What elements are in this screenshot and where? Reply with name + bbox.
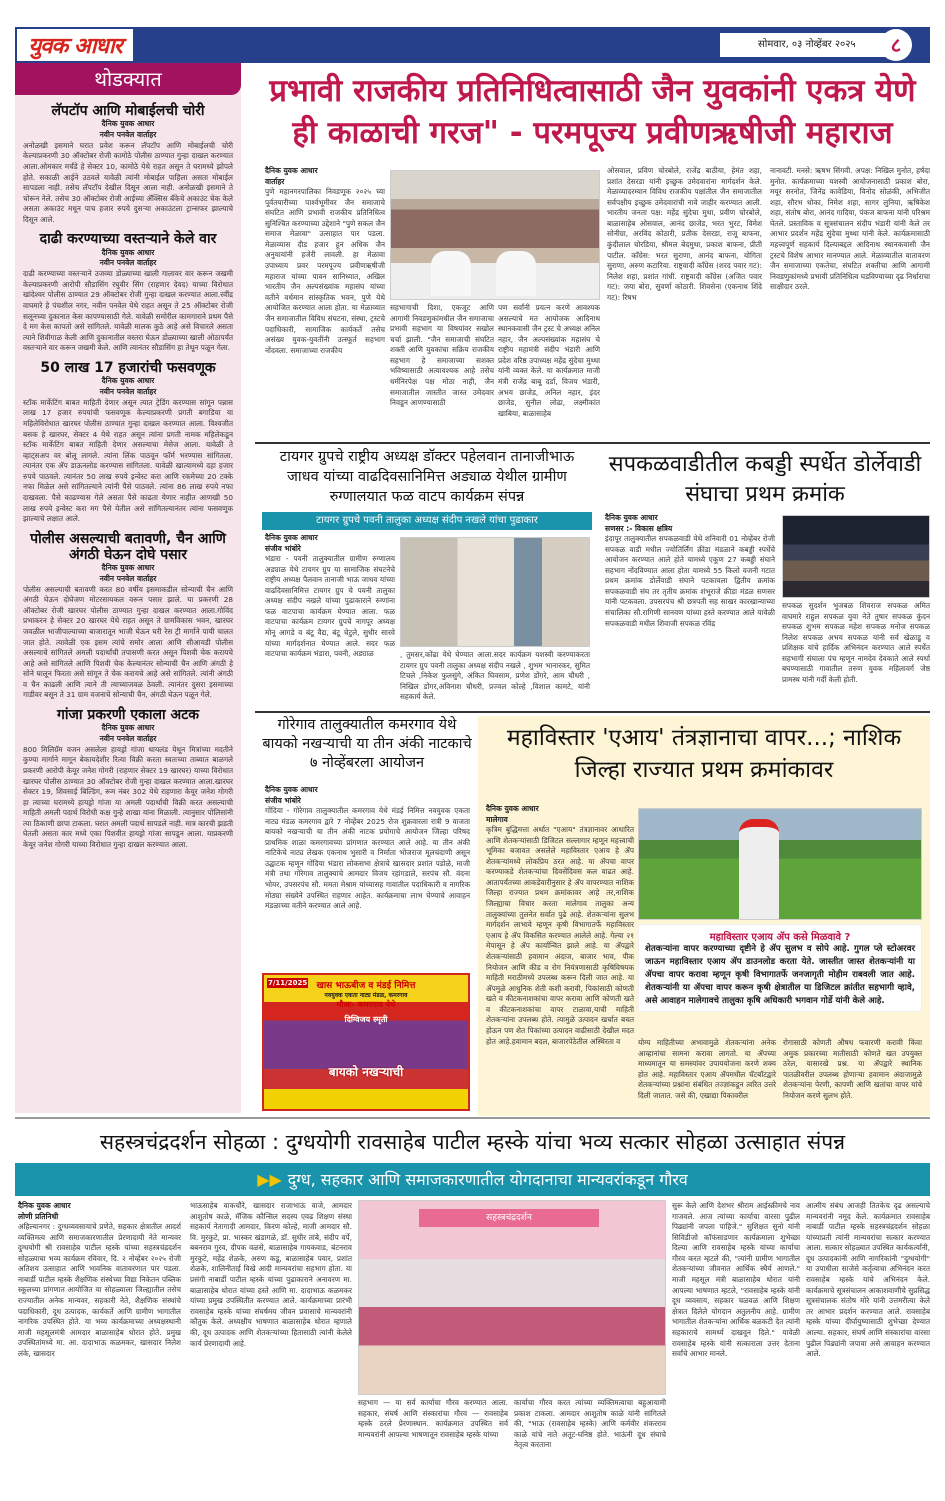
bottom-col-5: [672, 1201, 800, 1360]
kabaddi-body: सपकळ सुदर्शन भुजबळ शिवराज सपकळ अमित वाघमारे राहुल सपकळ युवा नेते तुषार सपकळ कुंदन सपकळ शुभम सपकळ महेश सपकळ मनोज सपकळ निलेश सपकळ अभय सपकळ यांनी सर्व खेळाडू व प्रशिक्षक यांचे हार्दिक अभिनंदन करण्यात आले स्पर्धेत सहभागी संघाला पंच म्हणून नामदेव देवकाते आले स्पर्धा बघण्यासाठी गावातील तरुण युवक महिलावर्ग जेष्ठ प्रामस्थ यांनी गर्दी केली होती.: [782, 601, 930, 685]
tiger-body: भंडारा - पवनी तालुक्यातील ग्रामीण रुग्णालय अड्याळ येथे टायगर ग्रुप या सामाजिक संघटनेचे राष्ट्रीय अध्यक्ष पैलवान तानाजी भाऊ जाधव यांच्या वाढदिवसानिमित्त टायगर ग्रुप चे पवनी तालुका अध्यक्ष संदीप नखले यांच्या पुढाकाराने रुग्णांना फळ वाटपाचा कार्यक्रम घेण्यात आला. फळ वाटपाचा कार्यक्रम टायगर ग्रुपचे नागपूर अध्यक्ष मोनू आगडे व बंटू वैद्य, बंटू चेटुले, सुधीर सारवे यांच्या मार्गदर्शनात घेण्यात आले. सदर फळ वाटपाचा कार्यक्रम भंडारा, पवनी, अड्याळ: [265, 554, 395, 659]
bottom-col-2: [190, 1201, 352, 1349]
brief-headline[interactable]: लॅपटॉप आणि मोबाईलची चोरी: [51, 103, 205, 119]
briefs-column: [15, 63, 241, 1113]
tiger-col-2: [400, 650, 590, 703]
kabaddi-col-2: [782, 601, 930, 686]
lead-col-4: [607, 166, 762, 304]
tiger-source: दैनिक युवक आधार: [265, 533, 318, 542]
briefs-section-title: थोडक्यात: [15, 63, 241, 95]
poster-company: दिग्विजय स्मृती: [344, 1015, 388, 1024]
brief-article: [15, 531, 241, 701]
brief-source: दैनिक युवक आधार: [101, 723, 155, 733]
bottom-body: सहभाग — या सर्व कार्याचा गौरव करण्यात आला. सहकार, संघर्ष आणि संस्कारांचा गौरव — रावसाहेब म्हस्के ठरले प्रेरणास्थान. कार्यक्रमात उपस्थित सर्व मान्यवरांनी आपल्या भाषणातून रावसाहेब म्हस्के यांच्या: [358, 1398, 508, 1439]
ai-headline[interactable]: महाविस्तार 'एआय' तंत्रज्ञानाचा वापर...; नाशिक जिल्हा राज्यात प्रथम क्रमांकावर: [506, 725, 902, 783]
brief-source: दैनिक युवक आधार: [101, 376, 155, 386]
kabaddi-col-1: [605, 513, 775, 629]
double-chevron-icon: ▶▶: [257, 1170, 282, 1189]
lead-headline[interactable]: प्रभावी राजकीय प्रतिनिधित्वासाठी जैन युवकांनी एकत्र येणे ही काळाची गरज" - परमपूज्य प्रवीणऋषीजी महाराज: [269, 73, 916, 151]
poster-org: नवयुवक एकता नाट्य मंडळ, कमरगाव: [324, 992, 408, 999]
lead-col-1: [265, 166, 385, 356]
kabaddi-place: सणसर :- विकास क्षत्रिय: [605, 523, 673, 533]
ai-story-box: [478, 716, 930, 1116]
bottom-photo-felicitation: [358, 1200, 666, 1395]
lead-col-3: [498, 303, 600, 419]
farmer-figure: [739, 819, 779, 919]
ai-callout: [638, 924, 922, 1012]
ai-col-3: [783, 1038, 922, 1101]
brief-place: नवीन पनवेल वार्ताहर: [99, 573, 157, 583]
ai-body: योग्य माहितीच्या अभावामुळे शेतकऱ्यांना अनेक आव्हानांचा सामना करावा लागतो. या ॲपच्या माध्यमातून या समस्यांवर उपाययोजना करणे शक्य होत आहे. महाविस्तार एआय ॲपमधील चॅटबॉटद्वारे शेतकऱ्यांच्या प्रश्नांना संबंधित तज्ज्ञांकडून त्वरित उत्तरे दिली जातात. जसे की, एखाद्या पिकावरील: [638, 1038, 776, 1100]
bottom-col-4: [514, 1398, 666, 1451]
brief-source: दैनिक युवक आधार: [101, 247, 155, 257]
natak-place: संजीव भांबोरे: [265, 795, 301, 805]
poster-title: खास भाऊबीज व मंडई निमित्त: [316, 981, 416, 991]
brief-body: स्टॉक मार्केटिंग बाबत माहिती देणार असून त्यात ट्रेडिंग करण्यास सांगून पन्नास लाख 17 हजार रुपयांची फसवणूक केल्याप्रकरणी प्रगती बगाडिया या महिलेविरोधात खारघर पोलीस ठाण्यात गुन्हा दाखल करण्यात आला. विश्वजीत बसक हे खारघर, सेक्टर 4 येथे राहत असून त्यांना प्रगती नामक महिलेकडून स्टॉक मार्केटिंग बाबत माहिती देणार असल्याचा मेसेज आला. यावेळी ते व्हाट्सअप वर बोलू लागले. त्यांना लिंक पाठवून फॉर्म भरण्यास सांगितला. त्यानंतर एक ॲप डाऊनलोड करण्यास सांगितला. यावेळी खात्यामध्ये दहा हजार रुपये पाठवले. त्यानंतर 50 लाख रुपये इन्वेस्ट करा आणि रकमेच्या 20 टक्के नफा मिळेल असे सांगितल्याने त्यांनी पैसे पाठवले. त्यांना 86 लाख रुपये नफा दाखवला. पैसे काढण्यास गेले असता पैसे काढता येणार नाहीत आणखी 50 लाख रुपये इन्वेस्ट करा मग पैसे येतील असे सांगितल्यानंतर त्यांना फसवणूक झाल्याचे लक्षात आले.: [23, 397, 233, 524]
ai-source: दैनिक युवक आधार: [486, 804, 539, 813]
masthead: [15, 27, 930, 63]
brief-article: [15, 231, 241, 353]
lead-body: पण सर्वांनी प्रयत्न करणे आवश्यक असल्याचे मत आयोजक आदिनाथ स्थानकवासी जैन ट्रस्ट चे अध्यक्ष अनिल नहार, जैन अल्पसंख्यांक महासंघ चे राष्ट्रीय महामंत्री संदीप भंडारी आणि प्रदेश वरिष्ठ उपाध्यक्ष महेंद्र सुंदेचा मुथ्था यांनी व्यक्त केले. या कार्यक्रमात माजी मंत्री राजेंद्र बाबू दर्डा, विजय भंडारी, अभय छाजेड, अनिल नहार, इंदर छाजेड, सुनील लोढा, लक्ष्मीकांत खाबिया, बाळासाहेब: [498, 303, 600, 418]
lead-photo-gathering: [390, 170, 600, 300]
brief-source: दैनिक युवक आधार: [101, 119, 155, 129]
divider: [255, 711, 930, 713]
bottom-col-3: [358, 1398, 508, 1440]
natak-body: गोंदिया - गोरेगाव तालुक्यातील कमरगाव येथे मंडई निमित्त नवयुवक एकता नाट्य मंडळ कमरगाव द्वारे 7 नोव्हेंबर 2025 रोज शुक्रवारला रात्री 9 वाजता बायको नखऱ्याची या तीन अंकी नाटक प्रयोगाचे आयोजन जिल्हा परिषद प्राथमिक शाळा कमरगावच्या प्रांगणात करण्यात आले आहे. या तीन अंकी नाटिकेचे नाट्य लेखक एकनाथ भुसारी व निर्माता भोजराज मूलचंदाणी असून उद्घाटक म्हणून गोंदिया भंडारा लोकसभा क्षेत्राचे खासदार प्रशांत पडोळे, माजी मंत्री तथा गोरेगाव तालुक्याचे आमदार विजय रहांगडाले, सरपंच सौ. वंदना भोयर, उपसरपंच सौ. ममता मेश्राम यांच्यासह गावातील पदाधिकारी व नागरिक मोठ्या संख्येने उपस्थित राहणार आहेत. कार्यक्रमाचा लाभ घेण्याचे आवाहन मंडळाच्या वतीने करण्यात आले आहे.: [265, 806, 470, 911]
brief-article: [15, 103, 241, 225]
divider: [15, 1117, 930, 1119]
natak-poster: [262, 973, 470, 1111]
divider: [255, 442, 930, 444]
tiger-col-1: [265, 533, 395, 660]
poster-play-title: बायको नखऱ्याची: [328, 1065, 404, 1079]
brief-article: [15, 360, 241, 525]
bottom-body: कार्याचा गौरव करत त्यांच्या व्यक्तिमत्वाचा बहुआयामी प्रकाश टाकला. आमदार आशुतोष काळे यांनी सांगितले की, "भाऊ (रावसाहेब म्हस्के) आणि कर्मवीर शंकरराव काळे यांचे नाते अतूट-घनिष्ठ होते. भाऊंनी दूध संघाचे नेतृत्व करताना: [514, 1398, 666, 1450]
lead-col-2: [390, 303, 494, 409]
brief-body: दाढी करण्याच्या वस्तऱ्याने उजव्या डोळ्याच्या खाली गालावर वार करून जखमी केल्याप्रकरणी आरोपी सौडासिंग रघुवीर सिंग (राहणार देवद) याच्या विरोधात खांदेश्वर पोलीस ठाण्यात 29 ऑक्टोबर रोजी गुन्हा दाखल करण्यात आला.रवींद्र वाघमारे हे पंचशील नगर, नवीन पनवेल येथे राहत असून ते 25 ऑक्टोबर रोजी सलूनच्या दुकानात केस कापण्यासाठी गेले. यावेळी समोरील कामगाराने प्रथम पैसे दे मग केस कापतो असे सांगितले. यावेळी मालक कुठे आहे असे विचारले असता त्याने शिवीगाळ केली आणि दुकानातील वस्तरा घेऊन डोळ्याच्या खाली ओठापर्यंत वस्तऱ्याने वार करून जखमी केले. आणि त्यानंतर सौडासिंग हा तेथून पळून गेला.: [23, 269, 233, 353]
stage-banner: सहस्त्रचंद्रदर्शन: [419, 1209, 599, 1227]
bottom-body: अहिल्यानगर : दुग्धव्यवसायाचे प्रणेते, सहकार क्षेत्रातील आदर्श व्यक्तिमत्व आणि समाजकारणातील प्रेरणादायी नेते मान्यवर दुग्धयोगी श्री रावसाहेब पाटील म्हस्के यांच्या सहस्त्रचंद्रदर्शन सोहळ्याचा भव्य कार्यक्रम रविवार, दि. २ नोव्हेंबर २०२५ रोजी अतिशय उत्साहात आणि भावनिक वातावरणात पार पडला. नाबार्डी पाटील म्हस्के शैक्षणिक संस्थेच्या विद्या निकेतन पब्लिक स्कूलच्या प्रांगणात आयोजित या सोहळ्याला जिल्ह्यातील तसेच राज्यातील अनेक मान्यवर, सहकारी नेते, शैक्षणिक संस्थांचे पदाधिकारी, दूध उत्पादक, कार्यकर्ते आणि ग्रामीण भागातील नागरिक उपस्थित होते. या भव्य कार्यक्रमाच्या अध्यक्षस्थानी माजी महसूलमंत्री आमदार बाळासाहेब थोरात होते. प्रमुख उपस्थितांमध्ये मा. आ. दादाभाऊ कळमकर, खासदार निलेश लंके, खासदार: [18, 1222, 181, 1358]
ai-place: मालेगाव: [486, 814, 508, 824]
bottom-banner-text: दुग्ध, सहकार आणि समाजकारणातील योगदानाचा मान्यवरांकडून गौरव: [287, 1170, 688, 1189]
brief-headline[interactable]: दाढी करण्याच्या वस्तऱ्याने केले वार: [39, 231, 217, 248]
bottom-subheadline-banner: [15, 1163, 930, 1196]
poster-date: 7/11/2025: [268, 979, 308, 987]
lead-source: दैनिक युवक आधार: [265, 166, 318, 175]
tiger-headline[interactable]: टायगर ग्रुपचे राष्ट्रीय अध्यक्ष डॉक्टर पहेलवान तानाजीभाऊ जाधव यांच्या वाढदिवसानिमित्त अड्याळ येथील ग्रामीण रुग्णालयात फळ वाटप कार्यक्रम संपन्न: [279, 449, 575, 505]
bottom-col-6: [806, 1201, 930, 1360]
lead-col-5: [770, 166, 930, 293]
brief-place: नवीन पनवेल वार्ताहर: [99, 386, 157, 396]
kabaddi-team-photo: [782, 515, 930, 598]
lead-body: सहभागाची दिशा, एकजूट आणि आगामी निवडणुकांमधील जैन समाजाचा प्रभावी सहभाग या विषयांवर सखोल चर्चा झाली. "जैन समाजाची संघटित शक्ती आणि युवकांचा सक्रिय राजकीय सहभाग हे समाजाच्या सशक्त भविष्यासाठी अत्यावश्यक आहे तसेच धर्मनिरपेक्ष पक्ष मोठा नाही, जैन समाजातील जास्तीत जास्त उमेदवार निवडून आणण्यासाठी: [390, 303, 494, 408]
tiger-photo-fruit-distribution: [400, 537, 590, 647]
bottom-body: सुरू केले आणि देशभर श्रीराम आईस्क्रीमचे नाव गाजवले. आज त्यांच्या कार्याचा वारसा पुढील पिढ्यांनी जपला पाहिजे." सुशिक्षत सुनो यांनी सिविडीजो कॉफंसाडणार कार्यक्रमाला शुभेच्छा दिल्या आणि रावसाहेब म्हस्के यांच्या कार्याचा गौरव करत म्हटले की, "त्यांनी ग्रामीण भागातील शेतकऱ्यांच्या जीवनात आर्थिक स्थैर्य आणले." माजी महसूल मंत्री बाळासाहेब थोरात यांनी आपल्या भाषणात म्हटले, "रावसाहेब म्हस्के यांनी दूध व्यवसाय, सहकार चळवळ आणि शिक्षण क्षेत्रात दिलेले योगदान अतुलनीय आहे. ग्रामीण भागातील शेतकऱ्यांना आर्थिक बळकटी देत त्यांनी सहकाराचे सामर्थ्य दाखवून दिले." यावेळी रावसाहेब म्हस्के यांनी सत्काराला उत्तर देताना सर्वांचे आभार मानले.: [672, 1201, 800, 1359]
page-number: ८: [880, 29, 912, 61]
ai-callout-body: शेतकऱ्यांना वापर करण्याच्या दृष्टीने हे ॲप सुलभ व सोपे आहे. गुगल प्ले स्टोअरवर जाऊन महाविस्तार एआय ॲप डाउनलोड करता येते. जास्तीत जास्त शेतकऱ्यांनी या ॲपचा वापर करावा म्हणून कृषी विभागातर्फे जनजागृती मोहीम राबवली जात आहे. शेतकऱ्यांनी या ॲपचा वापर करून कृषी क्षेत्रातील या डिजिटल क्रांतीत सहभागी व्हावे, असे आवाहन मालेगावचे तालुका कृषि अधिकारी भगवान गोर्डे यांनी केले आहे.: [645, 944, 915, 1006]
brief-place: नवीन पनवेल वार्ताहर: [99, 733, 157, 743]
brief-place: नवीन पनवेल वार्ताहर: [99, 258, 157, 268]
ai-col-2: [638, 1038, 776, 1101]
kabaddi-source: दैनिक युवक आधार: [605, 513, 658, 522]
bottom-col-1: [18, 1201, 181, 1360]
brief-headline[interactable]: पोलीस असल्याची बतावणी, चैन आणि अंगठी घेऊन दोघे पसार: [30, 530, 226, 563]
ai-photo-farmer: [638, 808, 922, 920]
monk-figure: [496, 251, 536, 296]
lead-body: नानावटी. मनसे: ऋषभ सिंगवी. अपक्ष: निखिल मुनोत, हर्षदा मुनोत. कार्यक्रमाच्या यशस्वी आयोजनासाठी प्रकाश बोरा, मयूर सरनोत, जिनेंद्र कावेडिया, विनोद सोळंकी, अभिजीत शहा, सौरभ धोका, निमेश शहा, सागर लुनिया, ऋषिकेश शहा, संतोष बोरा, आनंद गादिया, पंकज बाफना यांनी परिश्रम घेतले. प्रस्ताविक व सूत्रसंचालन संदीप भंडारी यांनी केले तर आभार प्रदर्शन महेंद्र सुंदेचा मुथ्था यांनी केले. कार्यक्रमासाठी महत्त्वपूर्ण सहकार्य दिल्याबद्दल आदिनाथ स्थानकवासी जैन ट्रस्टचे विशेष आभार मानण्यात आले. मेळाव्यातील वातावरण जैन समाजाच्या एकतेचा, संघटित शक्तीचा आणि आगामी निवडणुकांमध्ये प्रभावी प्रतिनिधित्व घडविण्याच्या दृढ निर्धाराचा साक्षीदार ठरले.: [770, 166, 930, 292]
bottom-source: दैनिक युवक आधार: [18, 1201, 71, 1210]
brief-article: [15, 707, 241, 851]
lead-body: ओसवाल, प्रविण चोरबोले, राजेंद्र बाठीया, हेमंत शहा, प्रशांत देसरडा यांनी इच्छुक उमेदवारांना मार्गदर्शन केले. मेळाव्यादरम्यान विविध राजकीय पक्षांतील जैन समाजातील सर्वपक्षीय इच्छुक उमेदवारांची नावे जाहीर करण्यात आली. भारतीय जनता पक्ष: महेंद्र सुंदेचा मुथा, प्रवीण चोरबोले, बाळासाहेब ओसवाल, आनंद छाजेड, भरत भुरट, विमेश सोनीग्रा, अरविंद कोठारी, प्रतीक देसरडा, राजू बाफना, कुंदीलाल चोरडिया, श्रीमल बेदमुथा, प्रकाश बाफना, प्रीती पाटील. काँग्रेस: भरत सुराणा, आनंद बाफना, योगिता सुराणा, अरुण कटारिया. राष्ट्रवादी काँग्रेस (शरद पवार गट): निलेश शहा, प्रशांत गांधी. राष्ट्रवादी काँग्रेस (अजित पवार गट): जया बोरा, सुवर्णा कोठारी. शिवसेना (एकनाथ शिंदे गट): रिषभ: [607, 166, 762, 302]
bottom-headline[interactable]: सहस्त्रचंद्रदर्शन सोहळा : दुग्धयोगी रावसाहेब पाटील म्हस्के यांचा भव्य सत्कार सोहळा उत्साहात संपन्न: [99, 1130, 846, 1154]
bottom-body: भाऊसाहेब वाकचौरे, खासदार राजाभाऊ वाजे, आमदार आशुतोष काळे, मॅजिक कौन्सिल सदस्य एवढ शिक्षण संस्था सहकार्य नेतागादी आमदार, किरण कोल्हे, माजी आमदार सौ. वि. मुरकुटे, प्रा. भास्कर खंडागळे, डॉ. सुधीर तांबे, संदीप वर्पे, बबनराव गुरव, दीपक वळसे, बाळासाहेब गायकवाड, बंटनराव मुरकुटे, महेंद्र शेळके, अरुण कडू, बाळासाहेब पवार, प्रशांत शेळके, शालिनीताई विखे आदी मान्यवरांचा सहभाग होता. या प्रसंगी नाबार्डी पाटील म्हस्के यांच्या पुढाकाराने अनावरण मा. बाळासाहेब थोरात यांच्या हस्ते आणि मा. दादाभाऊ कळमकर यांच्या प्रमुख उपस्थितीत करण्यात आले. कार्यक्रमाच्या प्रारंभी रावसाहेब म्हस्के यांच्या संघर्षमय जीवन प्रवासाचे मान्यवरांनी कौतुक केले. अध्यक्षीय भाषणात बाळासाहेब थोरात म्हणाले की, दूध उत्पादक आणि शेतकऱ्यांच्या हितासाठी त्यांनी केलेले कार्य प्रेरणादायी आहे.: [190, 1201, 352, 1348]
issue-date: सोमवार, ०३ नोव्हेंबर २०२५: [720, 33, 890, 57]
brief-body: अनोळखी इसमाने घरात प्रवेश करून लॅपटॉप आणि मोबाईलची चोरी केल्याप्रकरणी 30 ऑक्टोबर रोजी कामोठे पोलीस ठाण्यात गुन्हा दाखल करण्यात आला.ओमकार मर्चंडे हे सेक्टर 10, कामोठे येथे राहत असून ते घरामध्ये झोपले होते. सकाळी आईने उठवले यावेळी त्यांनी मोबाईल पाहिला असता मोबाईल सापडला नाही. तसेच लॅपटॉप देखील दिसून आला नाही. अनोळखी इसमाने ते चोरून नेले. तसेच 30 ऑक्टोबर रोजी आईच्या ॲक्सिस बँकेचे अकाउंट चेक केले असता अकाउंट मधून पाच हजार रुपये दुसऱ्या अकाउंटला ट्रान्सफर झाल्याचे दिसून आले.: [23, 140, 233, 224]
monk-figure: [431, 251, 471, 296]
brief-headline[interactable]: 50 लाख 17 हजारांची फसवणूक: [40, 359, 216, 376]
brief-body: पोलीस असल्याची बतावणी करत 80 वर्षीय इसमाकडील सोन्याची चैन आणि अंगठी घेऊन दोघेजण मोटरसायकल वरून पसार झाले. या प्रकरणी 28 ऑक्टोबर रोजी खारघर पोलीस ठाण्यात गुन्हा दाखल करण्यात आला.गोविंद प्रभाकरन हे सेक्टर 20 खारघर येथे राहत असून ते ग्रामविकास भवन, खारघर जवळील भाजीपाल्याच्या बाजारातून भाजी घेऊन घरी रेस ट्री मार्गाने पायी चालत जात होते. त्यावेळी एक इसम त्यांचे समोर आला आणि सीआयडी पोलीस असल्याचे सांगितले अमली पदार्थांची तपासणी करत असून पिशवी चेक करायचे आहे असे सांगितले आणि पिशवी चेक केल्यानंतर सोन्याची चैन आणि अंगठी हे सोने घालून फिरता असे सांगून ते चेक करायचे आहे असे सांगितले. त्यांनी अंगठी व चैन काढली आणि त्याने ती त्याच्याजवळ ठेवली. त्यानंतर दुसरा इसमाच्या गाडीवर बसून ते 31 ग्राम वजनाचे सोन्याची चैन, अंगठी घेऊन पळून गेले.: [23, 584, 233, 700]
natak-source: दैनिक युवक आधार: [265, 785, 318, 794]
lead-body: पुणे महानगरपालिका निवडणूक २०२५ च्या पूर्वतयारीच्या पार्श्वभूमीवर जैन समाजाचे संघटित आणि प्रभावी राजकीय प्रतिनिधित्व सुनिश्चित करण्याच्या उद्देशाने "पुणे सकल जैन समाज मेळावा" उत्साहात पार पडला. मेळाव्यास दीड हजार हून अधिक जैन अनुयायांनी हजेरी लावली. हा मेळावा उपाध्याय प्रवर परमपूज्य प्रवीणऋषीजी महाराज यांच्या पावन सानिध्यात, अखिल भारतीय जैन अल्पसंख्यांक महासंघ यांच्या वतीने वर्धमान सांस्कृतिक भवन, पुणे येथे आयोजित करण्यात आला होता. या मेळाव्यात जैन समाजातील विविध संघटना, संस्था, ट्रस्टचे पदाधिकारी, सामाजिक कार्यकर्ते तसेच असंख्य युवक-युवतींनी उत्स्फूर्त सहभाग नोंदवला. समाजाच्या राजकीय: [265, 187, 385, 355]
newspaper-logo[interactable]: युवक आधार: [15, 27, 135, 63]
brief-headline[interactable]: गांजा प्रकरणी एकाला अटक: [56, 707, 200, 724]
natak-headline[interactable]: गोरेगाव तालुक्यातील कमरगाव येथे बायको नखऱ्याची या तीन अंकी नाटकाचे ७ नोव्हेंबरला आयोजन: [262, 717, 472, 771]
tiger-subheadline-banner: टायगर ग्रुपचे पवनी तालुका अध्यक्ष संदीप नखले यांचा पुढाकार: [262, 512, 592, 530]
brief-place: नवीन पनवेल वार्ताहर: [99, 129, 157, 139]
ai-body: रोगासाठी कोणती औषध फवारणी करावी किंवा अमुक प्रकारच्या मातीसाठी कोणते खत उपयुक्त ठरेल, यासारखे प्रश्न. या ॲपद्वारे स्थानिक पातळीवरील उपलब्ध होणाऱ्या हवामान अंदाजामुळे शेतकऱ्यांना पेरणी, कापणी आणि खतांचा वापर यांचे नियोजन करणे सुलभ होते.: [783, 1038, 922, 1100]
tiger-body: , तुमसर,कोंढा येथे घेण्यात आला.सदर कार्यक्रम यशस्वी करण्याकरता टायगर ग्रुप पवनी तालुका अध्यक्ष संदीप नखले , शुभम भानारकर, सुमित टिचले ,निकेश फुलसुंगे, अंकित घिवसाम, प्रणेश डोंगरे, आम चौधरी , निखिल डोंगर,अविनाश चौधरी, प्रज्वल कोल्हे ,विशाल कामटे, यांनी सहकार्य केले.: [400, 650, 590, 702]
natak-article: [265, 785, 470, 912]
ai-callout-title: महाविस्तार एआय ॲप कसे मिळवावे ?: [709, 932, 851, 943]
kabaddi-headline[interactable]: सपकळवाडीतील कबड्डी स्पर्धेत डोर्लेवाडी संघाचा प्रथम क्रमांक: [608, 452, 922, 507]
lead-place: वार्ताहर: [265, 176, 285, 186]
bottom-place: लोणी प्रतिनिधी: [18, 1211, 59, 1221]
poster-place: मौजा- कमरगाव येथे: [336, 1000, 396, 1009]
tiger-place: संजीव भांबोरे: [265, 543, 301, 553]
ai-body: कृत्रिम बुद्धिमत्ता अर्थात "एआय" तंत्रज्ञानावर आधारित आणि शेतकऱ्यांसाठी डिजिटल सल्लागार म्हणून महत्त्वाची भूमिका बजावत असलेले महाविस्तार एआय हे ॲप शेतकऱ्यांमध्ये लोकप्रिय ठरत आहे. या ॲपचा वापर करण्याकडे शेतकऱ्यांचा दिवसेंदिवस कल वाढत आहे. आतापर्यंतच्या आकडेवारीनुसार हे ॲप वापरण्यात नाशिक जिल्हा राज्यात प्रथम क्रमांकावर आहे तर,नाशिक जिल्ह्याचा विचार करता मालेगाव तालुका अन्य तालुक्यांच्या तुलनेत सर्वात पुढे आहे. शेतकऱ्यांना सुलभ मार्गदर्शन लाभावे म्हणून कृषी विभागातर्फे महाविस्तार एआय हे ॲप विकसित करण्यात आलेले आहे. गेल्या २१ मेपासून हे ॲप कार्यान्वित झाले आहे. या ॲपद्वारे शेतकऱ्यांसाठी हवामान अंदाज, बाजार भाव, पीक नियोजन आणि कीड व रोग नियंत्रणासाठी कृषिविषयक माहिती मराठीमध्ये उपलब्ध करून दिली जात आहे. या ॲपमुळे आधुनिक शेती कशी करावी, पिकांसाठी कोणती खते व कीटकनाशकांचा वापर करावा आणि कोणती खते व कीटकनाशकांचा वापर टाळावा,याची माहिती शेतकऱ्यांना उपलब्ध होते. त्यामुळे उत्पादन खर्चात बचत होऊन पण शेत पिकांच्या उत्पादन वाढीसाठी देखील मदत होत आहे.हवामान बदल, बाजारपेठेतील अस्थिरता व: [486, 825, 634, 1046]
brief-source: दैनिक युवक आधार: [101, 562, 155, 572]
ai-col-1: [486, 804, 634, 1047]
bottom-body: आत्मीय संबंध आजही तितकेच दृढ असल्याचे मान्यवरांनी नमूद केले. कार्यक्रमात रावसाहेब नाबार्डी पाटील म्हस्के सहस्त्रचंद्रदर्शन सोहळा यांच्याप्रती त्यांनी मान्यवरांचा सत्कार करण्यात आला. सत्कार सोहळ्यात उपस्थित कार्यकर्त्यांनी, दूध उत्पादकांनी आणि नागरिकांनी "दुग्धयोगी" या उपाधीला साजेसे कर्तृत्वाचा अभिनंदन करत रावसाहेब म्हस्के यांचे अभिनंदन केले. कार्यक्रमाचे सूत्रसंचालन आकाशवाणीचे सुप्रसिद्ध सूत्रसंचालक संतोष मोरे यांनी उत्तमरीत्या केले तर आभार प्रदर्शन करण्यात आले. रावसाहेब म्हस्के यांच्या दीर्घायुष्यासाठी शुभेच्छा देण्यात आल्या. सहकार, संघर्ष आणि संस्कारांचा वारसा पुढील पिढ्यांनी जपावा असे आवाहन करण्यात आले.: [806, 1201, 930, 1359]
kabaddi-body: इंदापूर तालुक्यातील सपकळवाडी येथे शनिवारी 01 नोव्हेंबर रोजी सपकळ वाडी मधील ज्योतिर्लिंग क्रीडा मंडळाने कबड्डी स्पर्धेचे आयोजन करण्यात आले होते यामध्ये एकूण 27 कबड्डी संघाने सहभाग नोंदविण्यात आला होता यामध्ये 55 किलो वजनी गटात प्रथम क्रमांक डोर्लेवाडी संघाने पटकावला द्वितीय क्रमांक सपकळवाडी संघ तर तृतीय क्रमांक शंभूराजे क्रीडा मंडळ सणसर यांनी पटकवला. उपसरपंच श्री छत्रपती सह साखर कारखान्याच्या संचालिका सौ.रागिणी सानवण यांच्या हस्ते करण्यात आले यावेळी सपकळवाडी मधील शिवाजी सपकळ रविंद्र: [605, 534, 775, 628]
brief-body: 800 मिलिग्रॅम वजन असलेला हायड्रो गांजा थायलंड येथून मित्रांच्या मदतीने कुण्या मार्गाने मागून बेकायदेशीर रित्या विक्री करता स्वतःच्या ताब्यात बाळगले प्रकरणी आरोपी केयूर जनेश गोगरी (राहणार सेक्टर 19 खारघर) याच्या विरोधात खारघर पोलीस ठाण्यात 30 ऑक्टोबर रोजी गुन्हा दाखल करण्यात आला.खारघर सेक्टर 19, शिवसाई बिल्डिंग, रूम नंबर 302 येथे राहणारा केयूर जनेश गोगरी हा त्याच्या घरामध्ये हायड्रो गांजा या अमली पदार्थांची विक्री करत असल्याची माहिती अमली पदार्थ विरोधी कक्ष गुन्हे शाखा यांना मिळाली. त्यानुसार पोलिसांनी त्या ठिकाणी छापा टाकला. घरात अमली पदार्थ सापडले नाही. मात्र कारची झडती घेतली असता कार मध्ये एका पिशवीत हायड्रो गांजा सापडून आला. याप्रकरणी केयूर जनेश गोगरी याच्या विरोधात गुन्हा दाखल करण्यात आला.: [23, 744, 233, 850]
